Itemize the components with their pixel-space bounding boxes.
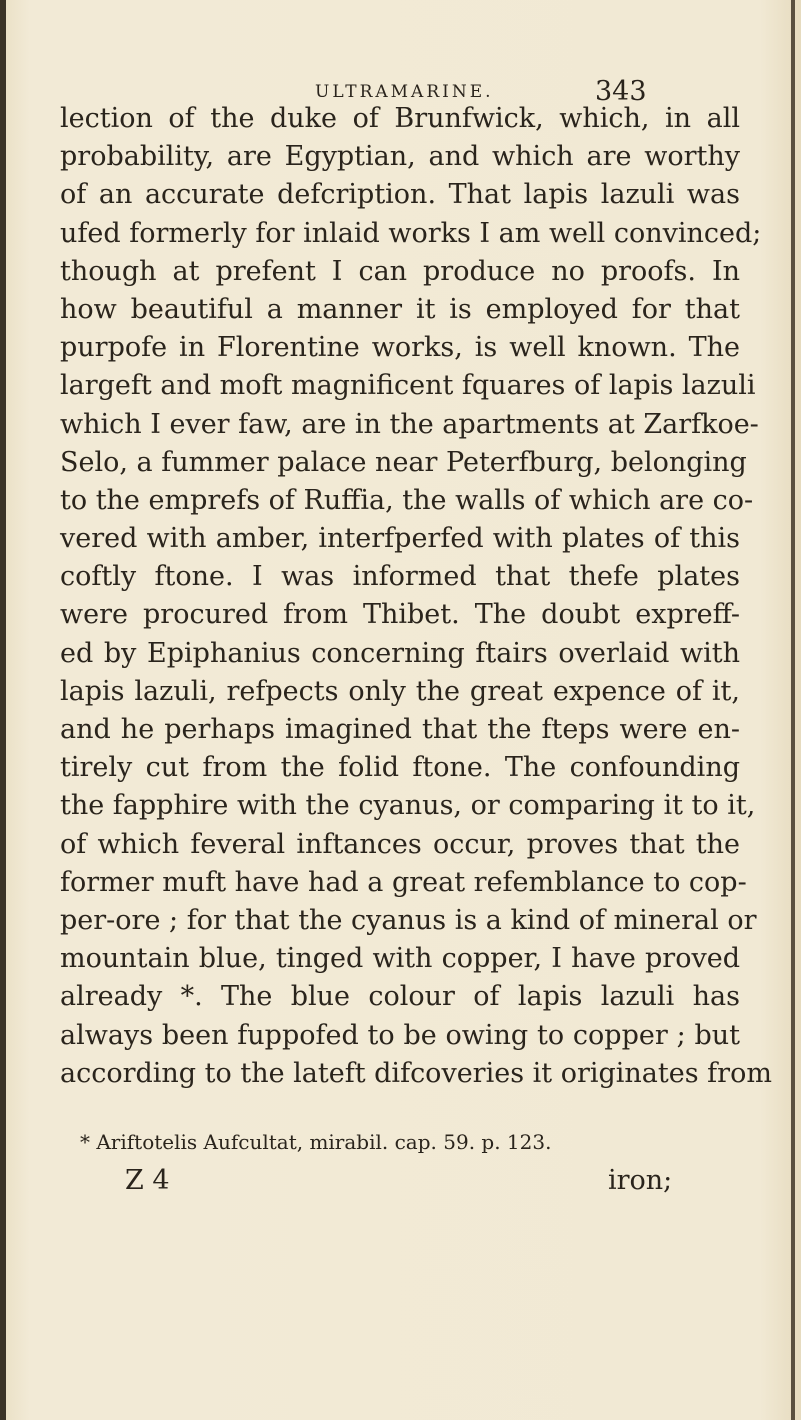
text-line: Selo, a fummer palace near Peterfburg, belonging [60, 446, 747, 478]
text-line: vered with amber, interfperfed with plates of this [60, 523, 740, 555]
text-line: tirely cut from the folid ftone. The confounding [60, 752, 740, 784]
footnote: * Ariftotelis Aufcultat, mirabil. cap. 59. p. 123. [80, 1130, 552, 1154]
signature-mark: Z 4 [125, 1165, 170, 1196]
text-line: of an accurate defcription. That lapis lazuli was [60, 179, 740, 211]
text-line: always been fuppofed to be owing to copper ; but [60, 1019, 740, 1051]
text-line: ed by Epiphanius concerning ftairs overlaid with [60, 637, 740, 669]
page-right-edge [791, 0, 795, 1420]
text-line: ufed formerly for inlaid works I am well convinced; [60, 217, 762, 249]
text-line: per-ore ; for that the cyanus is a kind of mineral or [60, 904, 757, 936]
text-line: according to the lateft difcoveries it originates from [60, 1057, 772, 1089]
text-line: how beautiful a manner it is employed for that [60, 293, 740, 325]
text-line: which I ever faw, are in the apartments at Zarfkoe- [60, 408, 759, 440]
page-number: 343 [595, 76, 647, 107]
text-line: to the emprefs of Ruffia, the walls of which are co- [60, 484, 754, 516]
text-line: coftly ftone. I was informed that thefe plates [60, 561, 740, 593]
text-line: largeft and moft magnificent fquares of lapis lazuli [60, 370, 756, 402]
text-line: former muft have had a great refemblance to cop- [60, 866, 747, 898]
catchword: iron; [608, 1165, 673, 1196]
text-line: already *. The blue colour of lapis lazuli has [60, 981, 740, 1013]
body-text [60, 100, 772, 1093]
text-line: and he perhaps imagined that the fteps were en- [60, 714, 740, 745]
running-title: ULTRAMARINE. [315, 82, 494, 102]
text-line: probability, are Egyptian, and which are worthy [60, 141, 740, 173]
page-binding-edge [0, 0, 6, 1420]
text-line: the fapphire with the cyanus, or comparing it to it, [60, 790, 756, 822]
text-line: though at prefent I can produce no proofs. In [60, 255, 740, 287]
text-line: purpofe in Florentine works, is well known. The [60, 332, 740, 364]
text-line: of which feveral inftances occur, proves that the [60, 828, 740, 860]
text-line: were procured from Thibet. The doubt expreff- [60, 599, 740, 631]
text-line: lection of the duke of Brunfwick, which, in all [60, 103, 740, 134]
text-line: lapis lazuli, refpects only the great expence of it, [60, 675, 740, 707]
text-line: mountain blue, tinged with copper, I have proved [60, 943, 740, 975]
